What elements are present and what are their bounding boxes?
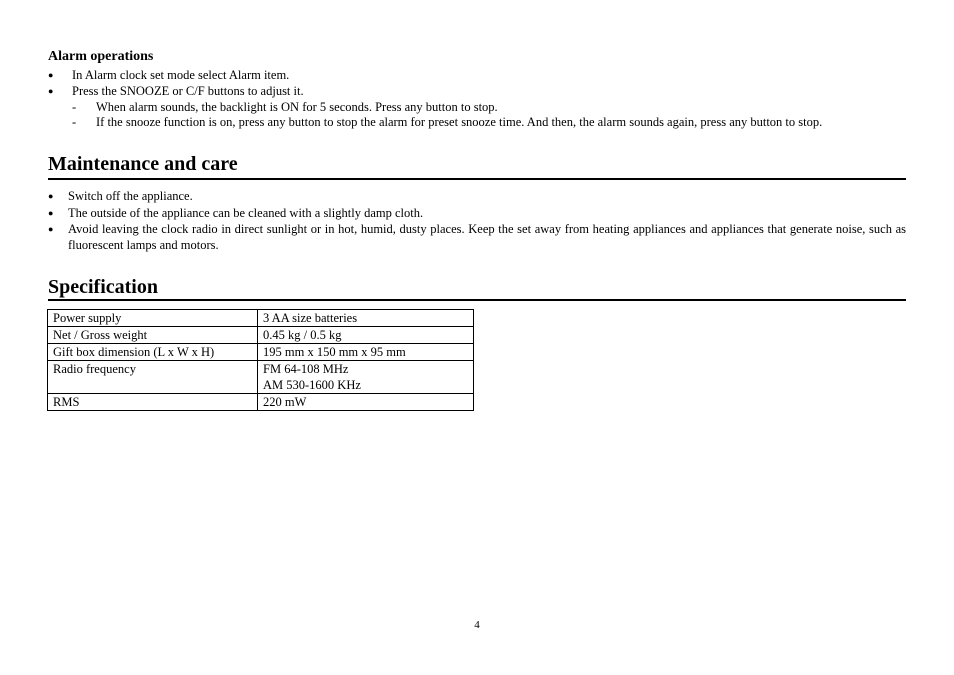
dash-icon: - (72, 115, 77, 129)
maintenance-bullet-3-text: Avoid leaving the clock radio in direct sunlight or in hot, humid, dusty places. Keep the set away from heating appliances and appliances that generate noise, such as fluorescent lamps and motors. (68, 222, 906, 252)
spec-label: RMS (48, 394, 258, 411)
bullet-icon: ● (48, 208, 54, 218)
spec-label: Radio frequency (48, 361, 258, 394)
spec-value: 0.45 kg / 0.5 kg (258, 327, 474, 344)
spec-value: 3 AA size batteries (258, 310, 474, 327)
bullet-icon: ● (48, 224, 54, 234)
page-number: 4 (474, 619, 480, 631)
table-row (48, 361, 474, 394)
spec-label: Power supply (48, 310, 258, 327)
specification-table (47, 309, 474, 411)
bullet-icon: ● (48, 70, 54, 80)
alarm-bullet-1-text: In Alarm clock set mode select Alarm item. (72, 68, 290, 82)
dash-icon: - (72, 100, 77, 114)
spec-value-line-2: AM 530-1600 KHz (263, 378, 361, 392)
spec-label: Gift box dimension (L x W x H) (48, 344, 258, 361)
alarm-operations-heading: Alarm operations (48, 49, 154, 64)
spec-value (258, 361, 474, 394)
alarm-dash-1-text: When alarm sounds, the backlight is ON for 5 seconds. Press any button to stop. (96, 100, 498, 114)
table-row (48, 394, 474, 411)
spec-value-line-1: FM 64-108 MHz (263, 362, 349, 376)
spec-label: Net / Gross weight (48, 327, 258, 344)
spec-value: 195 mm x 150 mm x 95 mm (258, 344, 474, 361)
maintenance-heading: Maintenance and care (48, 153, 238, 175)
table-row (48, 310, 474, 327)
specification-divider (48, 299, 906, 301)
bullet-icon: ● (48, 191, 54, 201)
maintenance-bullet-2-text: The outside of the appliance can be cleaned with a slightly damp cloth. (68, 206, 424, 220)
table-row (48, 344, 474, 361)
spec-value: 220 mW (258, 394, 474, 411)
maintenance-divider (48, 178, 906, 180)
alarm-dash-2-text: If the snooze function is on, press any button to stop the alarm for preset snooze time. And then, the alarm sounds again, press any button to stop. (96, 115, 823, 129)
alarm-bullet-2-text: Press the SNOOZE or C/F buttons to adjust it. (72, 84, 304, 98)
specification-heading: Specification (48, 276, 158, 298)
alarm-dash-2 (72, 115, 823, 130)
bullet-icon: ● (48, 86, 54, 96)
alarm-dash-1 (72, 100, 498, 115)
table-row (48, 327, 474, 344)
maintenance-bullet-1-text: Switch off the appliance. (68, 189, 193, 203)
